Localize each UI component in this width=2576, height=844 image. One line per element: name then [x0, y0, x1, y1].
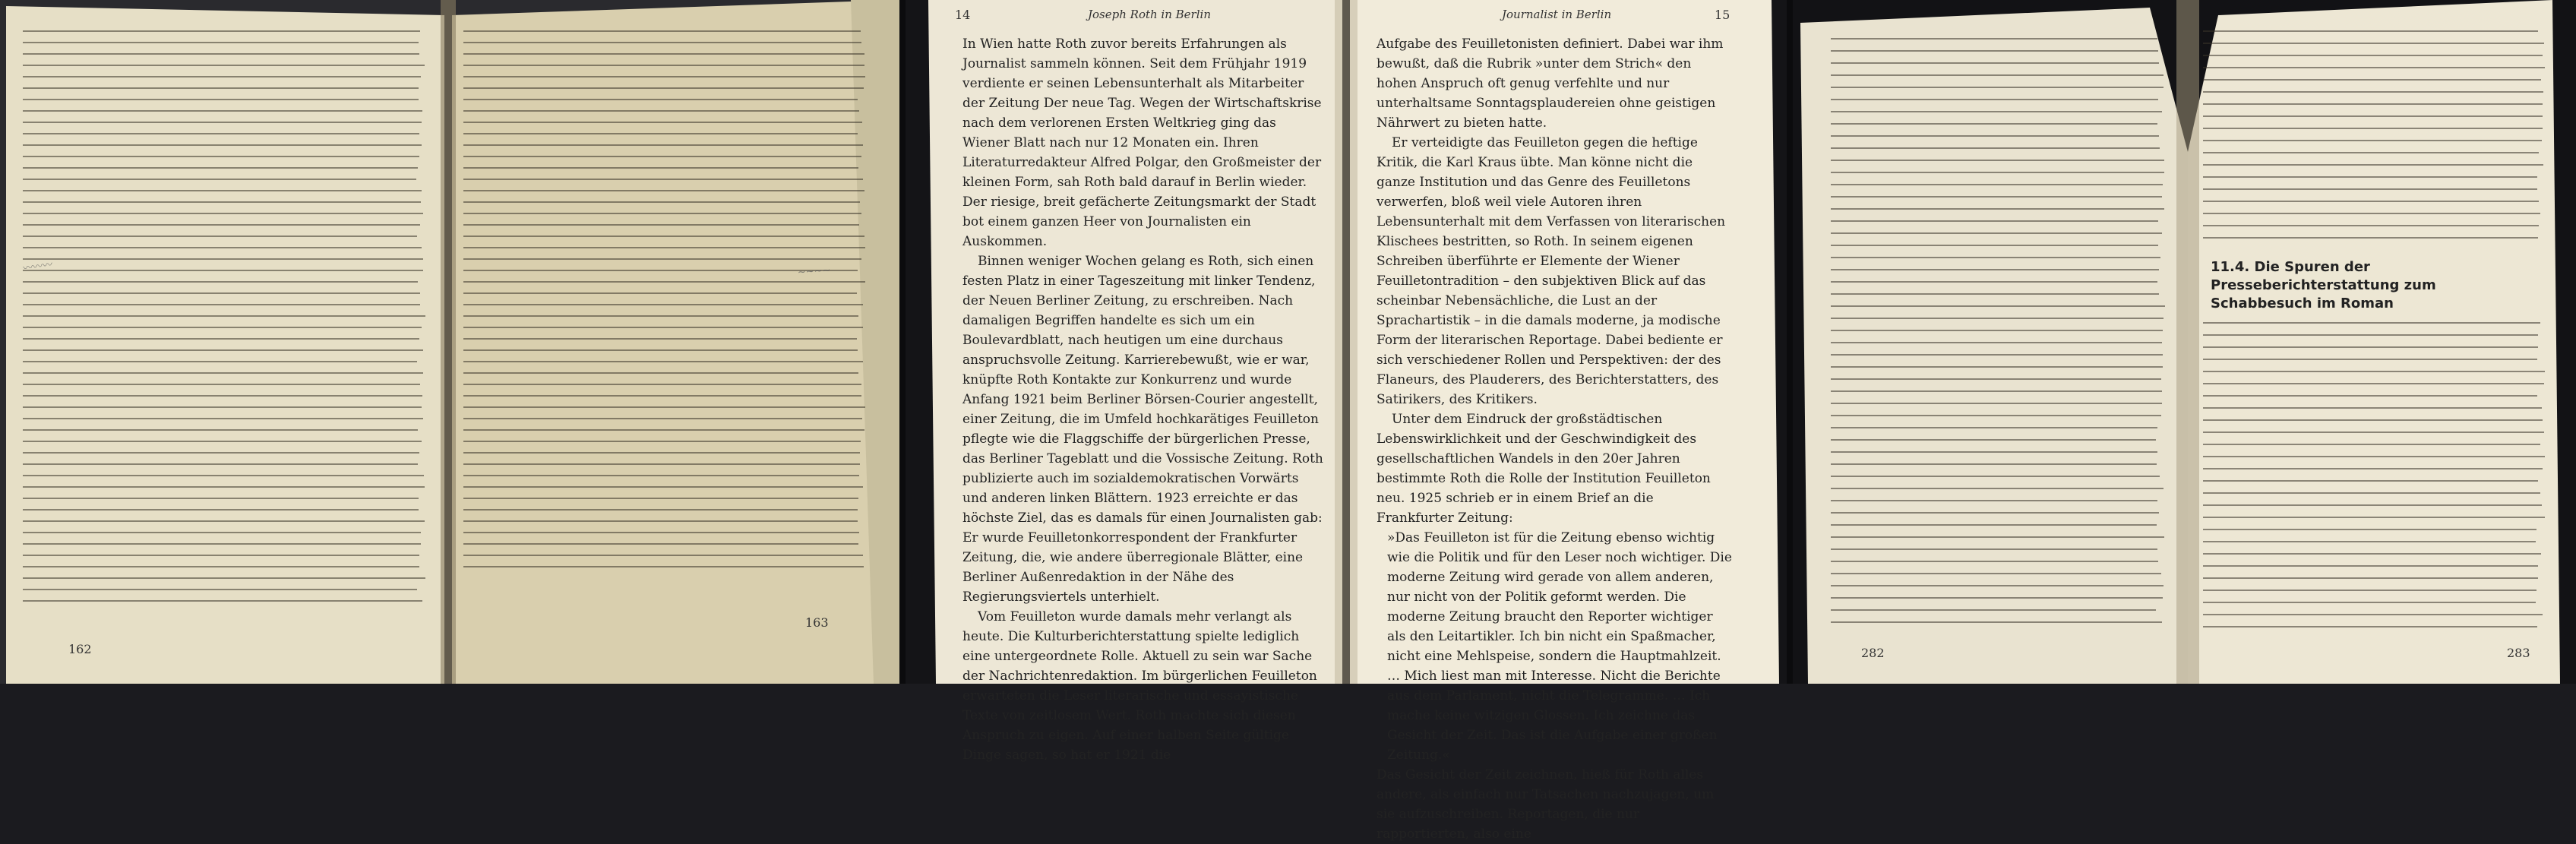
- text-line: [1831, 257, 2160, 258]
- text-line: [23, 99, 419, 100]
- text-line: [2203, 128, 2543, 129]
- text-line: [1831, 573, 2161, 574]
- text-line: [463, 190, 864, 191]
- right-page: [1365, 0, 1760, 842]
- text-line: [1831, 172, 2164, 173]
- text-line: [23, 87, 419, 89]
- text-line: [2203, 103, 2543, 105]
- text-line: [463, 304, 863, 305]
- text-line: [23, 133, 419, 134]
- text-line: [2203, 201, 2539, 202]
- text-line: [463, 247, 865, 248]
- text-line: [1831, 415, 2161, 416]
- book-photo-3: [1793, 0, 2576, 684]
- text-line: [463, 65, 864, 66]
- text-line: [2203, 395, 2537, 397]
- text-line: [2203, 55, 2543, 56]
- text-line: [463, 384, 861, 385]
- text-line: [23, 315, 425, 317]
- text-line: [1831, 135, 2159, 137]
- text-line: [1831, 524, 2157, 526]
- text-line: [23, 156, 419, 157]
- text-line: [2203, 79, 2541, 81]
- text-line: [1831, 160, 2164, 161]
- text-line: [463, 122, 862, 123]
- paragraph: Binnen weniger Wochen gelang es Roth, sich einen festen Platz in einer Tageszeitung mit linker Tendenz, der Neuen Berliner Zeitung, zu erschreiben. Nach damaligen Begriffen handelte es sich um ein Boulevardblatt, nach heutigen um eine durchaus anspruchsvolle Zeitung. Karrierebewußt, wie er war, knüpfte Roth Kontakte zur Konkurrenz und wurde Anfang 1921 beim Berliner Börsen-Courier angestellt, einer Zeitung, die im Umfeld hochkarätiges Feuilleton pflegte wie die Flaggschiffe der bürgerlichen Presse, das Berliner Tageblatt und die Vossische Zeitung. Roth publizierte auch im sozialdemokratischen Vorwärts und anderen linken Blättern. 1923 erreichte er das höchste Ziel, das es damals für einen Journalisten gab: Er wurde Feuilletonkorrespondent der Frankfurter Zeitung, die, wie andere überregionale Blätter, eine Berliner Außenredaktion in der Nähe des Regierungsviertels unterhielt.: [962, 254, 1323, 605]
- text-line: [1831, 427, 2157, 428]
- text-line: [1831, 111, 2162, 112]
- text-line: [1831, 99, 2158, 100]
- text-line: [23, 498, 419, 499]
- text-line: [463, 475, 859, 476]
- text-line: [23, 235, 417, 237]
- text-line: [463, 452, 860, 454]
- text-line: [2203, 565, 2538, 567]
- text-line: [463, 406, 865, 408]
- page-number: 14: [955, 8, 971, 22]
- text-line: [463, 429, 864, 431]
- text-line: [1831, 87, 2164, 88]
- text-line: [463, 281, 865, 283]
- text-line: [2203, 614, 2543, 615]
- text-line: [1831, 390, 2162, 392]
- text-line: [2203, 602, 2536, 603]
- text-line: [463, 532, 859, 533]
- text-line: [1831, 208, 2164, 210]
- text-line: [2203, 577, 2538, 579]
- text-line: [1831, 245, 2158, 246]
- text-line: [2203, 492, 2540, 494]
- text-line: [2203, 213, 2540, 214]
- text-line: [1831, 147, 2160, 149]
- text-line: [1831, 342, 2162, 343]
- text-line: [2203, 176, 2537, 178]
- text-line: [23, 509, 419, 511]
- text-line: [1831, 621, 2162, 623]
- text-line: [463, 555, 863, 556]
- text-line: [23, 475, 424, 476]
- text-line: [1831, 366, 2163, 368]
- text-line: [23, 110, 422, 112]
- text-line: [23, 543, 421, 545]
- photo-separator: [1787, 0, 1793, 684]
- text-line: [2203, 541, 2536, 542]
- photo-separator: [899, 0, 906, 684]
- text-line: [463, 110, 859, 112]
- text-line: [2203, 468, 2543, 469]
- text-line: [2203, 237, 2538, 239]
- text-line: [2203, 67, 2545, 68]
- text-line: [23, 247, 422, 248]
- text-line: [2203, 553, 2541, 555]
- text-line: [1831, 536, 2164, 538]
- text-line: [23, 520, 425, 522]
- paragraph: Unter dem Eindruck der großstädtischen Lebenswirklichkeit und der Geschwindigkeit des gesellschaftlichen Wandels in den 20er Jahren bestimmte Roth die Rolle der Institution Feuilleton neu. 1925 schrieb er in einem Brief an die Frankfurter Zeitung:: [1377, 412, 1711, 526]
- text-block: [1831, 23, 2165, 676]
- text-line: [463, 144, 863, 146]
- text-line: [23, 384, 420, 385]
- text-line: [1831, 439, 2156, 441]
- pencil-annotation: ~~~~: [797, 264, 832, 279]
- running-head: Joseph Roth in Berlin: [1088, 8, 1211, 21]
- text-line: [1831, 476, 2160, 477]
- text-line: [23, 53, 419, 55]
- text-line: [23, 441, 422, 442]
- text-line: [463, 520, 858, 522]
- left-page: [23, 23, 425, 669]
- page-number: 283: [2507, 646, 2530, 660]
- text-line: [463, 224, 859, 226]
- text-line: [463, 361, 863, 362]
- text-line: [463, 133, 858, 134]
- text-line: [23, 30, 420, 32]
- text-line: [23, 327, 422, 328]
- text-line: [1831, 196, 2162, 198]
- left-page: [1831, 23, 2165, 676]
- text-line: [463, 395, 861, 397]
- paragraph: Er verteidigte das Feuilleton gegen die heftige Kritik, die Karl Kraus übte. Man könne nicht die ganze Institution und das Genre des Feuilletons verwerfen, bloß weil viele Autoren ihren Lebensunterhalt mit dem Verfassen von literarischen Klischees bestritten, so Roth. In seinem eigenen Schreiben überführte er Elemente der Wiener Feuilletontradition – den subjektiven Blick auf das scheinbar Nebensächliche, die Lust an der Sprachartistik – in die damals moderne, ja modische Form der literarischen Reportage. Dabei bediente er sich verschiedener Rollen und Perspektiven: der des Flaneurs, des Plauderers, des Berichterstatters, des Satirikers, des Kritikers.: [1377, 135, 1726, 407]
- text-line: [463, 42, 861, 43]
- text-line: [2203, 359, 2537, 360]
- text-line: [1831, 512, 2159, 514]
- text-line: [463, 372, 858, 374]
- text-line: [23, 463, 418, 465]
- text-line: [2203, 91, 2543, 93]
- text-line: [23, 270, 423, 271]
- text-line: [463, 258, 861, 260]
- text-line: [1831, 318, 2164, 319]
- text-line: [1831, 50, 2158, 52]
- text-line: [23, 486, 425, 488]
- page-number: 282: [1861, 646, 1885, 660]
- text-block: [2203, 15, 2545, 676]
- text-line: [2203, 444, 2540, 445]
- text-line: [1831, 220, 2158, 222]
- text-line: [1831, 232, 2162, 234]
- text-line: [463, 441, 861, 442]
- text-line: [23, 577, 425, 579]
- text-line: [1831, 184, 2163, 185]
- text-line: [463, 418, 862, 419]
- text-line: [23, 179, 416, 180]
- text-line: [463, 338, 857, 340]
- text-line: [2203, 334, 2538, 336]
- page-body: [1377, 34, 1734, 844]
- text-line: [23, 429, 418, 431]
- text-line: [1831, 378, 2161, 380]
- text-line: [23, 361, 417, 362]
- text-line: [2203, 164, 2543, 166]
- text-line: [463, 201, 860, 203]
- text-block: [463, 15, 866, 669]
- text-line: [23, 65, 425, 66]
- text-line: [1831, 330, 2163, 331]
- text-line: [2203, 346, 2538, 348]
- book-photo-2: [906, 0, 1787, 842]
- text-line: [23, 372, 423, 374]
- text-line: [1831, 281, 2157, 283]
- text-line: [2203, 371, 2545, 372]
- text-line: [1831, 500, 2157, 501]
- text-line: [463, 315, 858, 317]
- running-head: Journalist in Berlin: [1502, 8, 1612, 21]
- text-line: [2203, 322, 2540, 324]
- text-line: [23, 600, 422, 602]
- text-line: [23, 258, 423, 260]
- text-line: [2203, 517, 2545, 518]
- text-line: [1831, 585, 2164, 586]
- text-line: [463, 30, 861, 32]
- text-line: [1831, 403, 2162, 404]
- text-line: [1831, 293, 2159, 295]
- text-line: [463, 213, 861, 214]
- text-line: [1831, 74, 2164, 76]
- text-line: [23, 213, 423, 214]
- text-line: [23, 304, 420, 305]
- text-line: [463, 566, 864, 567]
- text-line: [1831, 305, 2165, 307]
- text-line: [2203, 43, 2544, 44]
- text-line: [23, 589, 417, 590]
- paragraph: Aufgabe des Feuilletonisten definiert. Dabei war ihm bewußt, daß die Rubrik »unter dem Strich« den hohen Anspruch oft genug verfehlte und nur unterhaltsame Sonntagsplaudereien ohne geistigen Nährwert zu bieten hatte.: [1377, 36, 1724, 131]
- text-line: [463, 167, 858, 169]
- text-line: [23, 76, 421, 77]
- text-line: [1831, 451, 2157, 453]
- paragraph: »Das Feuilleton ist für die Zeitung ebenso wichtig wie die Politik und für den Leser noch wichtiger. Die moderne Zeitung wird gerade von allem anderen, nur nicht von der Politik geformt werden. Die moderne Zeitung braucht den Reporter wichtiger als den Leitartikler. Ich bin nicht ein Spaßmacher, nicht eine Mehlspeise, sondern die Hauptmahlzeit. … Mich liest man mit Interesse. Nicht die Berichte aus dem Parlament, nicht die Telegramme. … Ich mache keine witzigen Glossen. Ich zeichne das Gesicht der Zeit. Das ist die Aufgabe einer großen Zeitung.«: [1387, 530, 1732, 763]
- text-line: [23, 395, 422, 397]
- text-line: [23, 532, 421, 533]
- text-line: [2203, 504, 2542, 506]
- text-line: [463, 292, 857, 294]
- text-line: [2203, 115, 2543, 117]
- text-line: [23, 566, 419, 567]
- text-line: [463, 53, 864, 55]
- text-line: [1831, 269, 2159, 270]
- text-line: [23, 452, 419, 454]
- text-line: [2203, 383, 2544, 384]
- text-line: [23, 418, 423, 419]
- text-line: [2203, 626, 2537, 627]
- text-line: [1831, 38, 2157, 40]
- text-line: [23, 201, 421, 203]
- text-line: [463, 498, 858, 499]
- text-line: [23, 167, 418, 169]
- text-line: [2203, 456, 2545, 457]
- text-line: [2203, 225, 2539, 226]
- page-body: [962, 34, 1327, 765]
- text-line: [23, 406, 422, 408]
- text-line: [463, 235, 864, 237]
- text-block: [23, 23, 425, 669]
- text-line: [23, 338, 419, 340]
- text-line: [463, 463, 860, 465]
- text-line: [2203, 431, 2544, 433]
- text-line: [1831, 123, 2157, 125]
- text-line: [2203, 30, 2538, 32]
- text-line: [2203, 140, 2542, 141]
- text-line: [1831, 62, 2159, 64]
- text-line: [1831, 609, 2156, 611]
- text-line: [23, 144, 422, 146]
- page-number: 163: [805, 615, 829, 630]
- text-line: [23, 555, 419, 556]
- paragraph: Vom Feuilleton wurde damals mehr verlangt als heute. Die Kulturberichterstattung spielte lediglich eine untergeordnete Rolle. Aktuell zu sein war Sache der Nachrichtenredaktion. Im bürgerlichen Feuilleton erwarteten die Leser literarische und essayistische Texte von zeitlosem Wert. Roth machte sich diesen Anspruch zu eigen. Auf einer halben Seite gültige Dinge sagen, so hat er 1921 die: [962, 609, 1317, 763]
- pencil-annotation: 〰〰〰: [22, 259, 54, 275]
- paragraph: Das Gesicht der Zeit zeichnen, hieß für Roth alles andere, als einfach nur Tatsachen nachzujagen, um sie aufzuschreiben. Reportagen, die nur rapportierten, also eine: [1377, 767, 1715, 842]
- right-page: [463, 15, 866, 669]
- text-line: [1831, 488, 2164, 489]
- text-line: [23, 190, 422, 191]
- text-line: [463, 509, 858, 511]
- text-line: [2203, 407, 2542, 409]
- text-line: [2203, 152, 2539, 153]
- text-line: [463, 156, 861, 157]
- text-line: [463, 327, 863, 328]
- text-line: [2203, 419, 2543, 421]
- text-line: [23, 122, 422, 123]
- text-line: [463, 87, 864, 89]
- text-line: [463, 543, 858, 545]
- text-line: [2203, 529, 2536, 530]
- page-number: 15: [1715, 8, 1731, 22]
- text-line: [1831, 354, 2163, 356]
- text-line: [2203, 188, 2537, 190]
- text-line: [463, 486, 863, 488]
- text-line: [1831, 548, 2157, 550]
- text-line: [1831, 463, 2157, 465]
- text-line: [1831, 561, 2158, 562]
- page-number: 162: [68, 642, 92, 656]
- text-line: [463, 349, 858, 351]
- book-photo-1: [0, 0, 899, 684]
- left-page: [951, 0, 1331, 763]
- right-page: [2203, 15, 2545, 676]
- text-line: [23, 42, 419, 43]
- text-line: [23, 281, 418, 283]
- text-line: [463, 76, 865, 77]
- section-heading: 11.4. Die Spuren der Presseberichterstattung zum Schabbesuch im Roman: [2211, 259, 2436, 311]
- text-line: [23, 292, 420, 294]
- text-line: [1831, 597, 2163, 599]
- text-line: [2203, 480, 2538, 482]
- text-line: [463, 99, 858, 100]
- text-line: [463, 179, 863, 180]
- paragraph: In Wien hatte Roth zuvor bereits Erfahrungen als Journalist sammeln können. Seit dem Frühjahr 1919 verdiente er seinen Lebensunterhalt als Mitarbeiter der Zeitung Der neue Tag. Wegen der Wirtschaftskrise nach dem verlorenen Ersten Weltkrieg ging das Wiener Blatt nach nur 12 Monaten ein. Ihren Literaturredakteur Alfred Polgar, den Großmeister der kleinen Form, sah Roth bald darauf in Berlin wieder. Der riesige, breit gefächerte Zeitungsmarkt der Stadt bot einem ganzen Heer von Journalisten ein Auskommen.: [962, 36, 1322, 249]
- text-line: [23, 224, 420, 226]
- text-line: [23, 349, 423, 351]
- text-line: [2203, 590, 2536, 591]
